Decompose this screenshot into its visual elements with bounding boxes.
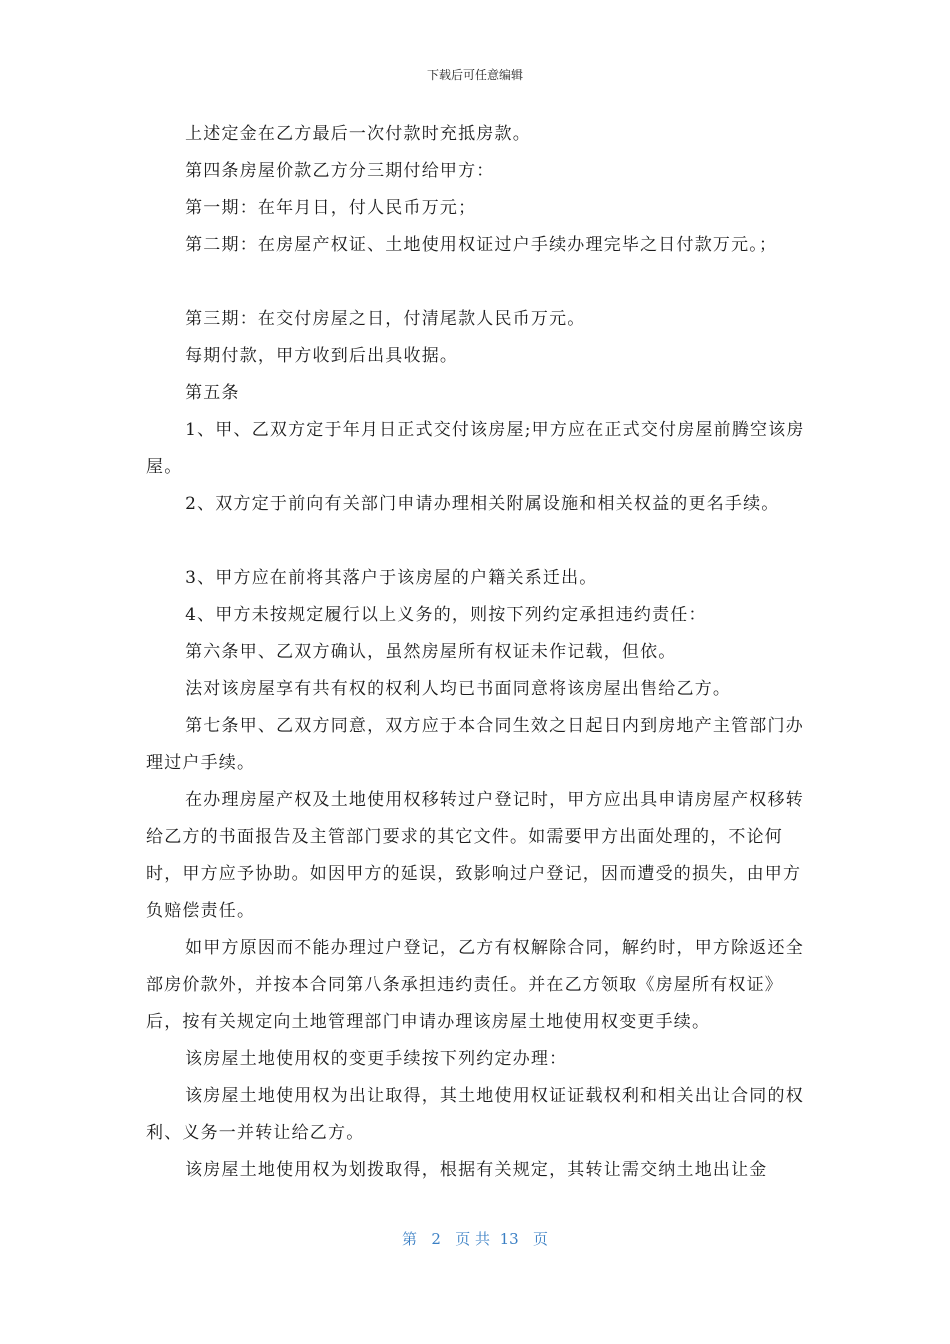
paragraph: 上述定金在乙方最后一次付款时充抵房款。 [185, 124, 531, 144]
page-header: 下载后可任意编辑 [426, 68, 523, 82]
footer-page-word: 第 [402, 1230, 418, 1248]
paragraph: 第五条 [185, 383, 240, 403]
paragraph: 第二期：在房屋产权证、土地使用权证过户手续办理完毕之日付款万元。； [185, 235, 778, 255]
paragraph: 该房屋土地使用权为划拨取得，根据有关规定，其转让需交纳土地出让金 [185, 1160, 768, 1180]
paragraph: 该房屋土地使用权为出让取得，其土地使用权证证载权利和相关出让合同的权利、义务一并转让给乙方。 [146, 1086, 804, 1143]
footer-page-number: 2 [431, 1230, 441, 1248]
paragraph: 第三期：在交付房屋之日，付清尾款人民币万元。 [185, 309, 586, 329]
paragraph: 第四条房屋价款乙方分三期付给甲方： [185, 161, 495, 181]
paragraph: 如甲方原因而不能办理过户登记，乙方有权解除合同，解约时，甲方除返还全部房价款外，并按本合同第八条承担违约责任。并在乙方领取《房屋所有权证》后，按有关规定向土地管理部门申请办理该房屋土地使用权变更手续。 [146, 938, 804, 1032]
footer-total-pages: 13 [499, 1230, 519, 1248]
paragraph: 法对该房屋享有共有权的权利人均已书面同意将该房屋出售给乙方。 [185, 679, 732, 699]
paragraph: 第一期：在年月日，付人民币万元； [185, 198, 477, 218]
paragraph: 该房屋土地使用权的变更手续按下列约定办理： [185, 1049, 568, 1069]
paragraph: 3、甲方应在前将其落户于该房屋的户籍关系迁出。 [185, 568, 598, 588]
paragraph: 4、甲方未按规定履行以上义务的，则按下列约定承担违约责任： [185, 605, 707, 625]
document-body [146, 116, 806, 1189]
paragraph: 每期付款，甲方收到后出具收据。 [185, 346, 459, 366]
paragraph: 1、甲、乙双方定于年月日正式交付该房屋;甲方应在正式交付房屋前腾空该房屋。 [146, 420, 805, 477]
paragraph: 2、双方定于前向有关部门申请办理相关附属设施和相关权益的更名手续。 [185, 494, 780, 514]
footer-page-unit: 页 [455, 1230, 471, 1248]
footer-total-word: 共 [475, 1230, 491, 1248]
paragraph: 第七条甲、乙双方同意，双方应于本合同生效之日起日内到房地产主管部门办理过户手续。 [146, 716, 804, 773]
page-footer [0, 1228, 950, 1249]
footer-total-unit: 页 [532, 1230, 548, 1248]
paragraph: 第六条甲、乙双方确认，虽然房屋所有权证未作记载，但依。 [185, 642, 677, 662]
paragraph: 在办理房屋产权及土地使用权移转过户登记时，甲方应出具申请房屋产权移转给乙方的书面报告及主管部门要求的其它文件。如需要甲方出面处理的，不论何时，甲方应予协助。如因甲方的延误，致影响过户登记，因而遭受的损失，由甲方负赔偿责任。 [146, 790, 804, 921]
